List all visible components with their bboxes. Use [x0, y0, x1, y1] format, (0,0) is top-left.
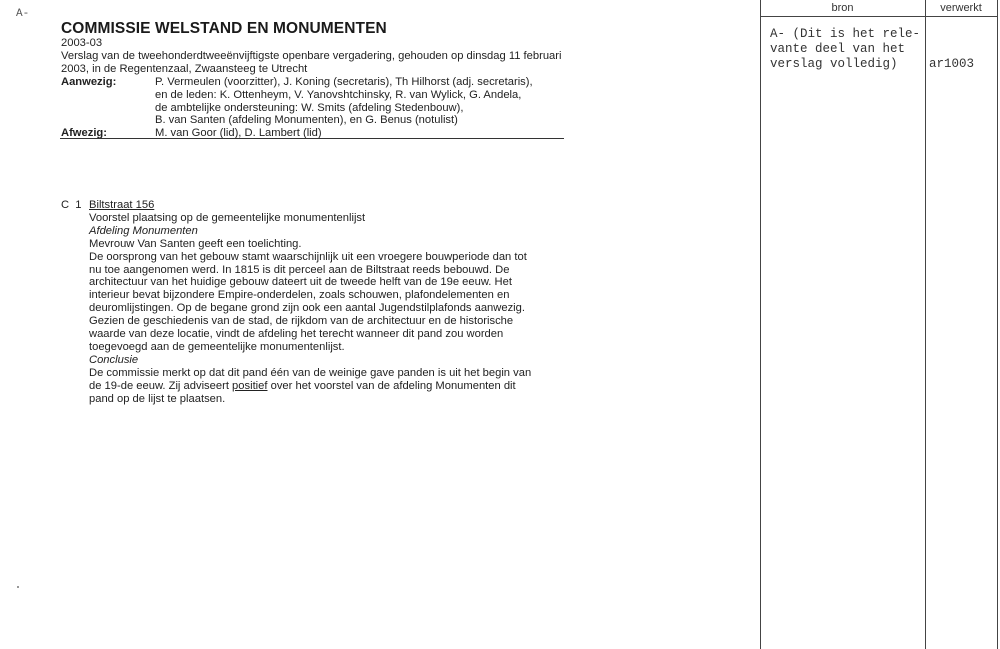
page-title: COMMISSIE WELSTAND EN MONUMENTEN — [61, 20, 387, 37]
present-list — [155, 76, 533, 128]
bron-column-header: bron — [831, 2, 854, 14]
conclusion-line: De commissie merkt op dat dit pand één van de weinige gave panden is uit het begin van — [89, 366, 532, 379]
column-header-divider — [760, 16, 997, 17]
verwerkt-column-right-border — [997, 0, 998, 649]
body-line: nu toe aangenomen werd. In 1815 is dit perceel aan de Biltstraat reeds bebouwd. De — [89, 263, 510, 276]
body-line: deuromlijstingen. Op de begane grond zijn ook een aantal Jugendstilplafonds aanwezig. — [89, 302, 525, 315]
present-line: P. Vermeulen (voorzitter), J. Koning (secretaris), Th Hilhorst (adj. secretaris), — [155, 75, 533, 88]
item-intro: Mevrouw Van Santen geeft een toelichting. — [89, 237, 302, 250]
body-line: toegevoegd aan de gemeentelijke monumentenlijst. — [89, 340, 345, 353]
verwerkt-column-header: verwerkt — [940, 2, 982, 14]
item-address: Biltstraat 156 — [89, 199, 155, 211]
scan-speck — [17, 586, 19, 588]
present-line: en de leden: K. Ottenheym, V. Yanovshtchinsky, R. van Wylick, G. Andela, — [155, 88, 522, 101]
absent-text: M. van Goor (lid), D. Lambert (lid) — [155, 127, 322, 140]
conclusion-label: Conclusie — [89, 353, 139, 366]
body-line: De oorsprong van het gebouw stamt waarschijnlijk uit een vroegere bouwperiode dan tot — [89, 250, 527, 263]
body-line: interieur bevat bijzondere Empire-onderdelen, zoals schouwen, plafondelementen en — [89, 289, 510, 302]
absent-label: Afwezig: — [61, 127, 107, 140]
verwerkt-column-left-border — [925, 0, 926, 649]
present-line: de ambtelijke ondersteuning: W. Smits (afdeling Stedenbouw), — [155, 101, 464, 114]
item-number: C 1 — [61, 199, 82, 211]
present-block — [61, 76, 566, 128]
bron-column-left-border — [760, 0, 761, 649]
meeting-code: 2003-03 — [61, 37, 103, 49]
conclusion-prefix: de 19-de eeuw. Zij adviseert — [89, 379, 229, 392]
body-line: waarde van deze locatie, vindt de afdeling het terecht wanneer dit pand zou worden — [89, 328, 504, 341]
corner-mark: A- — [16, 8, 30, 20]
present-line: B. van Santen (afdeling Monumenten), en G. Benus (notulist) — [155, 114, 458, 127]
document-header — [61, 20, 566, 140]
verdict: positief — [232, 379, 268, 392]
verwerkt-reference: ar1003 — [929, 57, 975, 71]
conclusion-line-verdict — [89, 380, 559, 393]
header-divider — [60, 138, 564, 139]
item-body — [89, 199, 559, 406]
conclusion-suffix: over het voorstel van de afdeling Monumenten dit — [267, 379, 516, 392]
item-department: Afdeling Monumenten — [89, 224, 198, 237]
bron-note: A- (Dit is het rele- vante deel van het verslag volledig) — [770, 27, 921, 71]
conclusion-end: pand op de lijst te plaatsen. — [89, 392, 226, 405]
present-label: Aanwezig: — [61, 75, 117, 88]
body-line: Gezien de geschiedenis van de stad, de rijkdom van de architectuur en de historische — [89, 315, 514, 328]
item-proposal: Voorstel plaatsing op de gemeentelijke monumentenlijst — [89, 211, 366, 224]
body-line: architectuur van het huidige gebouw dateert uit de tweede helft van de 19e eeuw. Het — [89, 276, 512, 289]
meeting-description: Verslag van de tweehonderdtweeënvijftigste openbare vergadering, gehouden op dinsdag 11 februari 2003, in de Regentenzaal, Zwaansteeg te Utrecht — [61, 49, 562, 75]
